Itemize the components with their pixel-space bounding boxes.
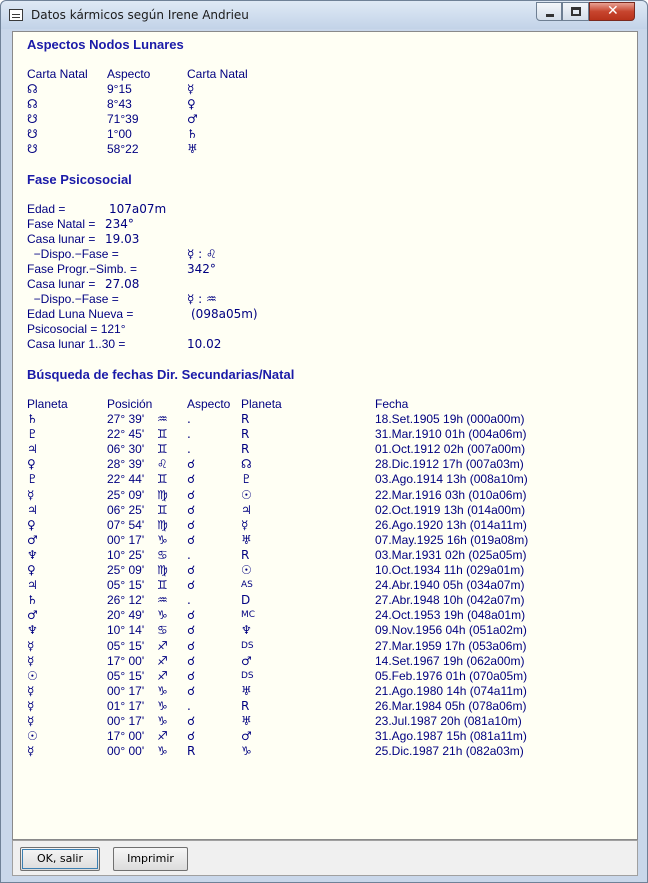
busqueda-planet: ♇	[27, 427, 38, 442]
busqueda-date: 02.Oct.1919 13h (014a00m)	[375, 502, 526, 517]
busqueda-position: 22° 44'	[107, 472, 145, 487]
aspectos-planet-b: ☿	[187, 82, 195, 96]
busqueda-aspect: ☌	[187, 683, 196, 698]
busqueda-planet: ☿	[27, 638, 35, 653]
busqueda-planet-target: R	[241, 442, 250, 457]
maximize-button[interactable]	[562, 2, 589, 21]
fase-value: 19.03	[105, 232, 140, 246]
busqueda-planet-target: ♅	[241, 714, 252, 728]
busqueda-date: 31.Ago.1987 15h (081a11m)	[375, 729, 527, 744]
busqueda-aspect: R	[187, 744, 196, 759]
busqueda-position: 01° 17'	[107, 698, 145, 713]
busqueda-date: 21.Ago.1980 14h (074a11m)	[375, 683, 527, 698]
busqueda-date: 03.Ago.1914 13h (008a10m)	[375, 472, 528, 487]
aspectos-header-col2: Aspecto	[107, 67, 151, 81]
busqueda-sign: ♑	[157, 532, 168, 547]
busqueda-sign: ♍	[157, 487, 168, 502]
busqueda-planet: ☉	[27, 668, 38, 683]
busqueda-position: 17° 00'	[107, 653, 145, 668]
busqueda-planet-target: ♇	[241, 472, 252, 487]
busqueda-sign: ♊	[157, 427, 168, 442]
busqueda-position: 28° 39'	[107, 457, 145, 472]
busqueda-position: 00° 17'	[107, 532, 145, 547]
minimize-icon	[546, 14, 554, 17]
busqueda-aspect: ☌	[187, 608, 196, 623]
busqueda-aspect: .	[187, 427, 191, 442]
fase-label: Fase Progr.−Simb. =	[27, 262, 138, 276]
busqueda-sign: ♐	[157, 668, 168, 683]
busqueda-aspect: ☌	[187, 563, 196, 577]
busqueda-aspect: ☌	[187, 487, 196, 502]
busqueda-header-aspecto: Aspecto	[187, 397, 231, 411]
busqueda-date: 05.Feb.1976 01h (070a05m)	[375, 668, 528, 683]
busqueda-sign: ♑	[157, 698, 168, 713]
busqueda-aspect: ☌	[187, 638, 196, 653]
busqueda-position: 17° 00'	[107, 729, 145, 744]
busqueda-planet: ☉	[27, 729, 38, 744]
busqueda-planet: ♂	[27, 532, 38, 547]
busqueda-planet-target: ♅	[241, 532, 252, 547]
aspectos-angle: 58°22	[107, 142, 139, 156]
busqueda-position: 00° 17'	[107, 683, 145, 698]
busqueda-planet-target: R	[241, 698, 250, 713]
fase-value: 10.02	[187, 337, 222, 351]
fase-value: 107a07m	[109, 202, 167, 216]
busqueda-sign: ♒	[157, 412, 168, 426]
busqueda-planet-target: ♆	[241, 623, 252, 638]
print-button[interactable]: Imprimir	[113, 847, 188, 871]
section-title-busqueda: Búsqueda de fechas Dir. Secundarias/Natal	[27, 367, 295, 382]
busqueda-aspect: ☌	[187, 623, 196, 638]
busqueda-planet-target: ☉	[241, 487, 252, 502]
aspectos-planet-b: ♅	[187, 142, 198, 156]
busqueda-aspect: ☌	[187, 729, 196, 744]
busqueda-aspect: ☌	[187, 653, 196, 668]
busqueda-date: 07.May.1925 16h (019a08m)	[375, 532, 529, 547]
busqueda-date: 31.Mar.1910 01h (004a06m)	[375, 427, 527, 442]
busqueda-planet: ♇	[27, 472, 38, 487]
busqueda-position: 10° 25'	[107, 547, 145, 562]
aspectos-planet-a: ☊	[27, 97, 38, 111]
busqueda-planet: ☿	[27, 714, 35, 728]
ok-exit-button[interactable]: OK, salir	[20, 847, 100, 871]
busqueda-aspect: .	[187, 442, 191, 457]
busqueda-planet-target: ☿	[241, 517, 249, 532]
busqueda-date: 09.Nov.1956 04h (051a02m)	[375, 623, 527, 638]
busqueda-date: 01.Oct.1912 02h (007a00m)	[375, 442, 526, 457]
fase-value: 342°	[187, 262, 216, 276]
busqueda-planet: ♃	[27, 578, 38, 593]
busqueda-planet: ♆	[27, 547, 38, 562]
aspectos-angle: 71°39	[107, 112, 139, 126]
busqueda-position: 25° 09'	[107, 487, 145, 502]
maximize-icon	[571, 7, 581, 16]
busqueda-date: 18.Set.1905 19h (000a00m)	[375, 412, 525, 426]
busqueda-header-fecha: Fecha	[375, 397, 409, 411]
busqueda-sign: ♊	[157, 502, 168, 517]
fase-value: ☿ : ♌	[187, 247, 217, 261]
busqueda-planet-target: ♃	[241, 502, 252, 517]
busqueda-position: 27° 39'	[107, 412, 145, 426]
busqueda-aspect: ☌	[187, 457, 196, 472]
busqueda-planet-target: MC	[241, 610, 256, 621]
busqueda-position: 05° 15'	[107, 638, 145, 653]
close-icon: ✕	[607, 3, 619, 19]
busqueda-position: 25° 09'	[107, 563, 145, 577]
busqueda-planet-target: ☉	[241, 563, 252, 577]
busqueda-sign: ♑	[157, 744, 168, 759]
busqueda-planet: ☿	[27, 487, 35, 502]
aspectos-planet-a: ☋	[27, 127, 38, 141]
busqueda-header-planeta: Planeta	[27, 397, 68, 411]
fase-label: −Dispo.−Fase =	[27, 247, 119, 261]
busqueda-aspect: ☌	[187, 578, 196, 593]
aspectos-angle: 1°00	[107, 127, 132, 141]
fase-label: Edad Luna Nueva =	[27, 307, 134, 321]
fase-label: Psicosocial = 121°	[27, 322, 126, 336]
aspectos-planet-b: ♀	[187, 97, 196, 111]
busqueda-header-planeta2: Planeta	[241, 397, 282, 411]
report-panel[interactable]	[12, 31, 638, 840]
busqueda-planet: ♀	[27, 457, 36, 472]
busqueda-planet-target: R	[241, 427, 250, 442]
busqueda-aspect: .	[187, 698, 191, 713]
busqueda-planet: ♆	[27, 623, 38, 638]
busqueda-position: 06° 25'	[107, 502, 145, 517]
busqueda-planet: ♃	[27, 442, 38, 457]
busqueda-planet-target: ♂	[241, 653, 252, 668]
aspectos-planet-a: ☋	[27, 112, 38, 126]
busqueda-position: 26° 12'	[107, 593, 145, 608]
busqueda-planet: ♀	[27, 563, 36, 577]
fase-label: −Dispo.−Fase =	[27, 292, 119, 306]
busqueda-date: 23.Jul.1987 20h (081a10m)	[375, 714, 522, 728]
fase-label: Edad =	[27, 202, 66, 216]
fase-value: ☿ : ♒	[187, 292, 217, 306]
minimize-button[interactable]	[536, 2, 562, 21]
busqueda-date: 26.Mar.1984 05h (078a06m)	[375, 698, 527, 713]
busqueda-planet-target: AS	[241, 580, 253, 591]
busqueda-sign: ♌	[157, 457, 168, 472]
busqueda-aspect: .	[187, 547, 191, 562]
busqueda-sign: ♊	[157, 472, 168, 487]
busqueda-sign: ♋	[157, 547, 168, 562]
fase-label: Casa lunar =	[27, 277, 96, 291]
busqueda-date: 27.Abr.1948 10h (042a07m)	[375, 593, 525, 608]
fase-value: 27.08	[105, 277, 140, 291]
busqueda-date: 28.Dic.1912 17h (007a03m)	[375, 457, 524, 472]
app-icon	[9, 9, 23, 21]
aspectos-planet-a: ☋	[27, 142, 38, 156]
busqueda-position: 06° 30'	[107, 442, 145, 457]
busqueda-position: 10° 14'	[107, 623, 145, 638]
fase-label: Casa lunar =	[27, 232, 96, 246]
busqueda-sign: ♑	[157, 683, 168, 698]
aspectos-planet-a: ☊	[27, 82, 38, 96]
busqueda-planet-target: ♅	[241, 683, 252, 698]
busqueda-date: 27.Mar.1959 17h (053a06m)	[375, 638, 527, 653]
busqueda-position: 22° 45'	[107, 427, 145, 442]
busqueda-aspect: .	[187, 593, 191, 608]
busqueda-date: 03.Mar.1931 02h (025a05m)	[375, 547, 527, 562]
busqueda-sign: ♊	[157, 442, 168, 457]
busqueda-date: 24.Abr.1940 05h (034a07m)	[375, 578, 525, 593]
busqueda-sign: ♍	[157, 563, 168, 577]
busqueda-date: 24.Oct.1953 19h (048a01m)	[375, 608, 526, 623]
fase-label: Fase Natal =	[27, 217, 96, 231]
aspectos-angle: 9°15	[107, 82, 132, 96]
busqueda-sign: ♐	[157, 638, 168, 653]
busqueda-aspect: ☌	[187, 517, 196, 532]
title-bar[interactable]	[1, 1, 647, 29]
busqueda-planet-target: R	[241, 547, 250, 562]
busqueda-planet-target: R	[241, 412, 250, 426]
busqueda-planet: ☿	[27, 653, 35, 668]
busqueda-aspect: ☌	[187, 532, 196, 547]
close-button[interactable]	[589, 2, 635, 21]
busqueda-planet: ♂	[27, 608, 38, 623]
busqueda-planet-target: ♑	[241, 744, 252, 759]
busqueda-date: 14.Set.1967 19h (062a00m)	[375, 653, 525, 668]
busqueda-planet: ♃	[27, 502, 38, 517]
fase-value: 234°	[105, 217, 134, 231]
busqueda-planet: ♄	[27, 412, 38, 426]
busqueda-position: 20° 49'	[107, 608, 145, 623]
busqueda-date: 25.Dic.1987 21h (082a03m)	[375, 744, 524, 759]
busqueda-sign: ♑	[157, 714, 168, 728]
busqueda-planet-target: DS	[241, 640, 254, 651]
busqueda-date: 22.Mar.1916 03h (010a06m)	[375, 487, 527, 502]
busqueda-planet-target: D	[241, 593, 251, 608]
busqueda-sign: ♒	[157, 593, 168, 608]
busqueda-aspect: ☌	[187, 714, 196, 728]
busqueda-planet: ☿	[27, 683, 35, 698]
aspectos-planet-b: ♂	[187, 112, 198, 126]
busqueda-planet: ☿	[27, 744, 35, 759]
busqueda-planet: ♀	[27, 517, 36, 532]
busqueda-aspect: ☌	[187, 472, 196, 487]
fase-label: Casa lunar 1..30 =	[27, 337, 126, 351]
busqueda-aspect: ☌	[187, 502, 196, 517]
busqueda-position: 00° 00'	[107, 744, 145, 759]
aspectos-angle: 8°43	[107, 97, 132, 111]
busqueda-position: 00° 17'	[107, 714, 145, 728]
busqueda-sign: ♐	[157, 729, 168, 744]
busqueda-planet-target: ♂	[241, 729, 252, 744]
aspectos-header-col3: Carta Natal	[187, 67, 248, 81]
busqueda-sign: ♊	[157, 578, 168, 593]
busqueda-planet: ♄	[27, 593, 38, 608]
section-title-aspectos: Aspectos Nodos Lunares	[27, 37, 184, 52]
busqueda-planet-target: DS	[241, 670, 254, 681]
busqueda-sign: ♑	[157, 608, 168, 623]
busqueda-position: 05° 15'	[107, 578, 145, 593]
busqueda-sign: ♋	[157, 623, 168, 638]
busqueda-aspect: ☌	[187, 668, 196, 683]
busqueda-sign: ♐	[157, 653, 168, 668]
section-title-fase: Fase Psicosocial	[27, 172, 132, 187]
fase-value: (098a05m)	[191, 307, 258, 321]
busqueda-planet-target: ☊	[241, 457, 252, 472]
busqueda-aspect: .	[187, 412, 191, 426]
window-title: Datos kármicos según Irene Andrieu	[31, 8, 249, 22]
busqueda-header-posicion: Posición	[107, 397, 153, 411]
busqueda-position: 07° 54'	[107, 517, 145, 532]
busqueda-sign: ♍	[157, 517, 168, 532]
aspectos-planet-b: ♄	[187, 127, 198, 141]
busqueda-planet: ☿	[27, 698, 35, 713]
busqueda-date: 26.Ago.1920 13h (014a11m)	[375, 517, 527, 532]
aspectos-header-col1: Carta Natal	[27, 67, 88, 81]
button-bar	[12, 840, 638, 876]
busqueda-date: 10.Oct.1934 11h (029a01m)	[375, 563, 525, 577]
busqueda-position: 05° 15'	[107, 668, 145, 683]
